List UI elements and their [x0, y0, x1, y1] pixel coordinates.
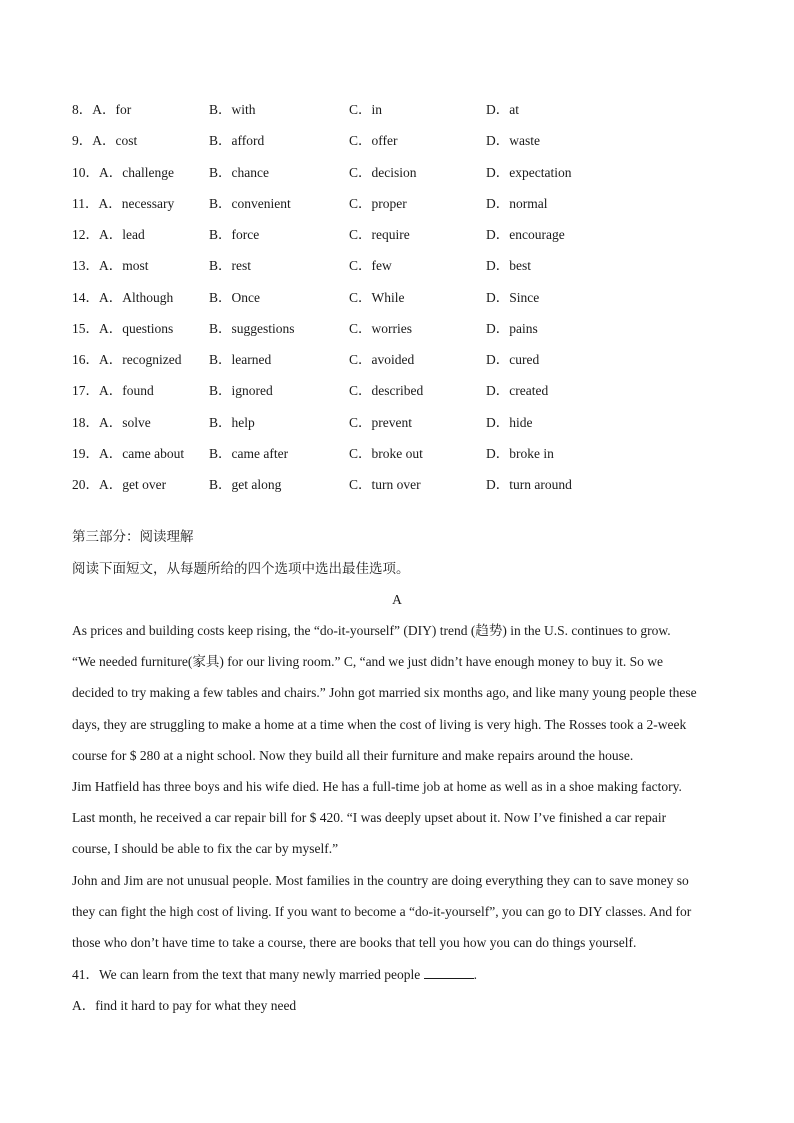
- option-b: B．learned: [209, 352, 272, 367]
- option-b: B．rest: [209, 258, 251, 274]
- question-number-and-option-a: [72, 413, 151, 433]
- question-number: 18．: [72, 414, 99, 430]
- option-a: A．necessary: [98, 195, 175, 211]
- option-b: B．force: [209, 227, 260, 242]
- passage-line: those who don’t have time to take a course, there are books that tell you how you can do things yourself.: [72, 935, 637, 950]
- option-a: A．challenge: [99, 164, 174, 180]
- option-d: D．pains: [486, 320, 538, 336]
- option-b: B．convenient: [209, 195, 291, 211]
- passage-line: “We needed furniture(家具) for our living room.” C, “and we just didn’t have enough money to buy it. So we: [72, 654, 664, 670]
- option-b: B．suggestions: [209, 320, 295, 336]
- question-number: 15．: [72, 320, 99, 336]
- option-d: D．broke in: [486, 445, 554, 461]
- question-number-and-option-a: [72, 256, 149, 276]
- option-c: C．decision: [349, 164, 417, 180]
- option-a: A．recognized: [99, 352, 182, 367]
- option-d: D．turn around: [486, 477, 572, 492]
- option-c: C．worries: [349, 320, 412, 336]
- question-number-and-option-a: [72, 225, 145, 245]
- option-a: A．solve: [99, 414, 151, 430]
- passage-line: course, I should be able to fix the car by myself.”: [72, 841, 339, 857]
- passage-line: decided to try making a few tables and chairs.” John got married six months ago, and like many young people these: [72, 685, 697, 701]
- option-a: A．most: [99, 258, 149, 274]
- option-d: D．created: [486, 383, 549, 399]
- option-c: C．described: [349, 383, 424, 399]
- question-number-and-option-a: [72, 381, 154, 401]
- option-a: A．lead: [99, 227, 145, 242]
- option-c: C．prevent: [349, 414, 412, 430]
- option-c: C．avoided: [349, 352, 415, 367]
- question-number: 16．: [72, 352, 99, 367]
- question-number: 13．: [72, 258, 99, 274]
- instructions: 阅读下面短文，从每题所给的四个选项中选出最佳选项。: [72, 561, 410, 576]
- option-b: B．ignored: [209, 383, 273, 399]
- question-number: 9．: [72, 133, 93, 149]
- option-d: D．waste: [486, 133, 540, 149]
- passage-line: days, they are struggling to make a home at a time when the cost of living is very high. The Rosses took a 2-week: [72, 716, 687, 732]
- option-b: B．Once: [209, 289, 260, 305]
- question-number-and-option-a: [72, 163, 174, 183]
- option-a: A．questions: [99, 320, 174, 336]
- question-number-and-option-a: [72, 100, 131, 120]
- option-c: C．broke out: [349, 445, 423, 461]
- option-c: C．While: [349, 289, 405, 305]
- option-c: C．in: [349, 102, 383, 117]
- question-number: 10．: [72, 164, 99, 180]
- question-number: 20．: [72, 477, 99, 492]
- question-number: 8．: [72, 102, 93, 117]
- option-c: C．offer: [349, 133, 398, 149]
- passage-line: they can fight the high cost of living. If you want to become a “do-it-yourself”, you can go to DIY classes. And for: [72, 903, 692, 919]
- question-number: 17．: [72, 383, 99, 399]
- answer-blank: [424, 964, 474, 979]
- question-number-and-option-a: [72, 350, 181, 370]
- passage-line: As prices and building costs keep rising, the “do-it-yourself” (DIY) trend (趋势) in the U.S. continues to grow.: [72, 623, 671, 638]
- option-d: D．normal: [486, 195, 548, 211]
- option-b: B．help: [209, 414, 255, 430]
- passage-label: A: [392, 592, 402, 607]
- question-41: [72, 964, 477, 985]
- option-d: D．cured: [486, 352, 540, 367]
- option-a: A．came about: [99, 445, 185, 461]
- option-d: D．best: [486, 258, 531, 274]
- option-b: B．with: [209, 102, 256, 117]
- option-a: A．found: [99, 383, 154, 399]
- question-stem: 41．We can learn from the text that many newly married people: [72, 967, 421, 982]
- option-d: D．encourage: [486, 227, 565, 242]
- option-b: B．came after: [209, 445, 289, 461]
- option-a: A．for: [92, 102, 132, 117]
- option-b: B．get along: [209, 477, 282, 492]
- section-title: 第三部分：阅读理解: [72, 529, 194, 544]
- question-number-and-option-a: [72, 444, 184, 464]
- option-b: B．afford: [209, 133, 265, 149]
- question-end: .: [473, 967, 478, 982]
- option-a: A．get over: [99, 477, 167, 492]
- question-number-and-option-a: [72, 194, 174, 214]
- question-number: 19．: [72, 445, 99, 461]
- passage-line: John and Jim are not unusual people. Most families in the country are doing everything they can to save money so: [72, 872, 689, 888]
- option-c: C．few: [349, 258, 392, 274]
- option-b: B．chance: [209, 164, 269, 180]
- option-d: D．expectation: [486, 164, 572, 180]
- question-41-option-a: A．find it hard to pay for what they need: [72, 998, 297, 1013]
- question-number: 11．: [72, 195, 99, 211]
- passage-line: course for $ 280 at a night school. Now they build all their furniture and make repairs around the house.: [72, 747, 634, 763]
- option-d: D．at: [486, 102, 519, 117]
- option-a: A．Although: [99, 289, 174, 305]
- question-number: 14．: [72, 289, 99, 305]
- question-number-and-option-a: [72, 131, 137, 151]
- option-c: C．require: [349, 227, 410, 242]
- question-number-and-option-a: [72, 288, 173, 308]
- passage-line: Jim Hatfield has three boys and his wife died. He has a full-time job at home as well as in a shoe making factory.: [72, 779, 682, 794]
- question-number: 12．: [72, 227, 99, 242]
- option-c: C．proper: [349, 195, 407, 211]
- passage-line: Last month, he received a car repair bill for $ 420. “I was deeply upset about it. Now I’ve finished a car repair: [72, 810, 667, 826]
- option-d: D．hide: [486, 414, 533, 430]
- question-number-and-option-a: [72, 319, 173, 339]
- question-number-and-option-a: [72, 475, 166, 495]
- option-c: C．turn over: [349, 477, 421, 492]
- option-a: A．cost: [92, 133, 138, 149]
- option-d: D．Since: [486, 289, 540, 305]
